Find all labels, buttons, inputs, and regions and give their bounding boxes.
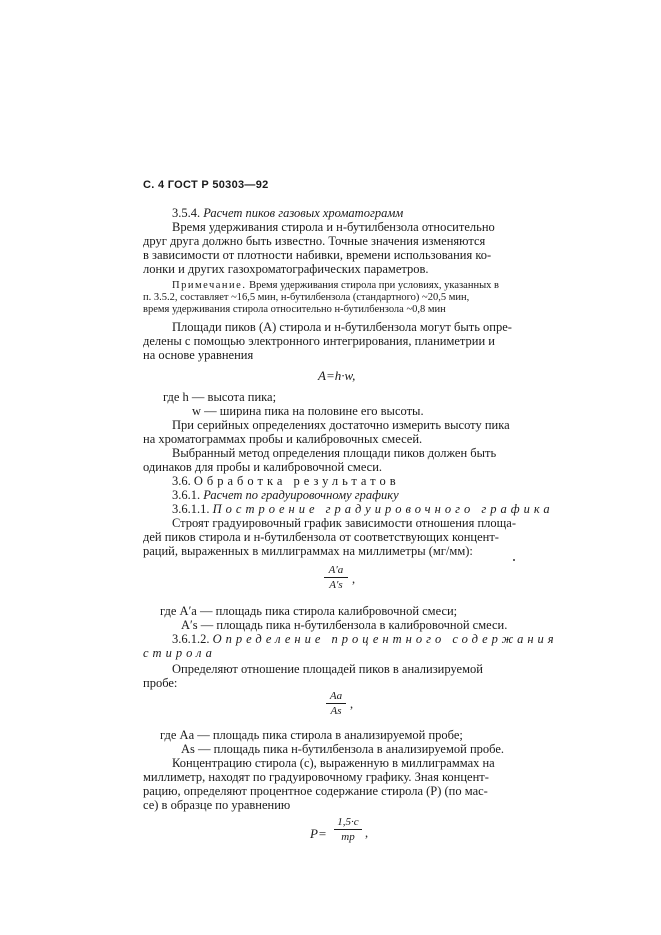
- paragraph-line: на хроматограммах пробы и калибровочных смесей.: [143, 432, 423, 446]
- section-36-number: 3.6.: [172, 474, 191, 488]
- note-line-3: время удерживания стирола относительно н-бутилбензола ~0,8 мин: [143, 304, 446, 315]
- section-3611-number: 3.6.1.1.: [172, 502, 210, 516]
- paragraph-line: раций, выраженных в миллиграммах на миллиметры (мг/мм):: [143, 544, 473, 558]
- paragraph-line: Время удерживания стирола и н-бутилбензола относительно: [172, 220, 495, 234]
- where-s-sample: As — площадь пика н-бутилбензола в анализируемой пробе.: [181, 742, 505, 756]
- note-line-2: п. 3.5.2, составляет ~16,5 мин, н-бутилбензола (стандартного) ~20,5 мин,: [143, 292, 470, 303]
- fraction-numerator: Aa: [329, 690, 343, 702]
- note-line-1: [172, 280, 499, 292]
- paragraph-line: друг друга должно быть известно. Точные значения изменяются: [143, 234, 486, 248]
- section-354-number: 3.5.4.: [172, 206, 201, 220]
- section-36-heading: [172, 474, 400, 488]
- note-label: Примечание.: [172, 280, 247, 291]
- paragraph-line: Площади пиков (A) стирола и н-бутилбензола могут быть опре-: [172, 320, 512, 334]
- section-3612-number: 3.6.1.2.: [172, 632, 210, 646]
- percent-formula-left: P=: [310, 826, 327, 841]
- section-354-title: Расчет пиков газовых хроматограмм: [203, 206, 404, 220]
- paragraph-line: на основе уравнения: [143, 348, 254, 362]
- where-a-sample: где Aa — площадь пика стирола в анализируемой пробе;: [160, 728, 463, 742]
- speck: [513, 559, 515, 561]
- page-header: С. 4 ГОСТ Р 50303—92: [143, 179, 269, 191]
- section-36-title: Обработка результатов: [193, 474, 400, 488]
- fraction-numerator: A′a: [328, 564, 344, 576]
- paragraph-line: делены с помощью электронного интегрирования, планиметрии и: [143, 334, 495, 348]
- paragraph-line: дей пиков стирола и н-бутилбензола от соответствующих концент-: [143, 530, 499, 544]
- section-361-heading: [172, 488, 399, 502]
- where-h: где h — высота пика;: [163, 390, 277, 404]
- formula-comma: ,: [365, 826, 369, 840]
- section-361-title: Расчет по градуировочному графику: [203, 488, 399, 502]
- section-3612-heading: [172, 632, 558, 646]
- paragraph-line: Выбранный метод определения площади пиков должен быть: [172, 446, 497, 460]
- fraction-comma: ,: [350, 697, 354, 711]
- section-3612-title-cont: стирола: [143, 646, 216, 660]
- section-3612-title: Определение процентного содержания: [212, 632, 558, 646]
- fraction-comma: ,: [352, 572, 356, 586]
- section-354-heading: [172, 206, 403, 220]
- fraction-denominator: A′s: [329, 579, 343, 591]
- paragraph-line: При серийных определениях достаточно измерить высоту пика: [172, 418, 510, 432]
- paragraph-line: Определяют отношение площадей пиков в анализируемой: [172, 662, 483, 676]
- area-formula: A=h·w,: [318, 368, 356, 383]
- where-a-calibration: где A′a — площадь пика стирола калибровочной смеси;: [160, 604, 458, 618]
- paragraph-line: Строят градуировочный график зависимости отношения площа-: [172, 516, 516, 530]
- paragraph-line: Концентрацию стирола (c), выраженную в миллиграммах на: [172, 756, 495, 770]
- paragraph-line: пробе:: [143, 676, 178, 690]
- section-3611-title: Построение градуировочного графика: [212, 502, 554, 516]
- where-w: w — ширина пика на половине его высоты.: [192, 404, 424, 418]
- paragraph-line: рацию, определяют процентное содержание стирола (P) (по мас-: [143, 784, 488, 798]
- fraction-numerator: 1,5·c: [337, 816, 359, 828]
- paragraph-line: се) в образце по уравнению: [143, 798, 291, 812]
- section-3611-heading: [172, 502, 554, 516]
- section-361-number: 3.6.1.: [172, 488, 201, 502]
- fraction-percent: [334, 816, 362, 843]
- paragraph-line: лонки и других газохроматографических параметров.: [143, 262, 429, 276]
- where-s-calibration: A′s — площадь пика н-бутилбензола в калибровочной смеси.: [181, 618, 508, 632]
- fraction-denominator: As: [330, 705, 342, 717]
- paragraph-line: в зависимости от плотности набивки, времени использования ко-: [143, 248, 492, 262]
- fraction-sample: [326, 690, 346, 717]
- paragraph-line: миллиметр, находят по градуировочному графику. Зная концент-: [143, 770, 489, 784]
- fraction-calibration: [324, 564, 348, 591]
- note-text: Время удерживания стирола при условиях, указанных в: [249, 280, 499, 291]
- fraction-denominator: mp: [341, 831, 355, 843]
- paragraph-line: одинаков для пробы и калибровочной смеси.: [143, 460, 383, 474]
